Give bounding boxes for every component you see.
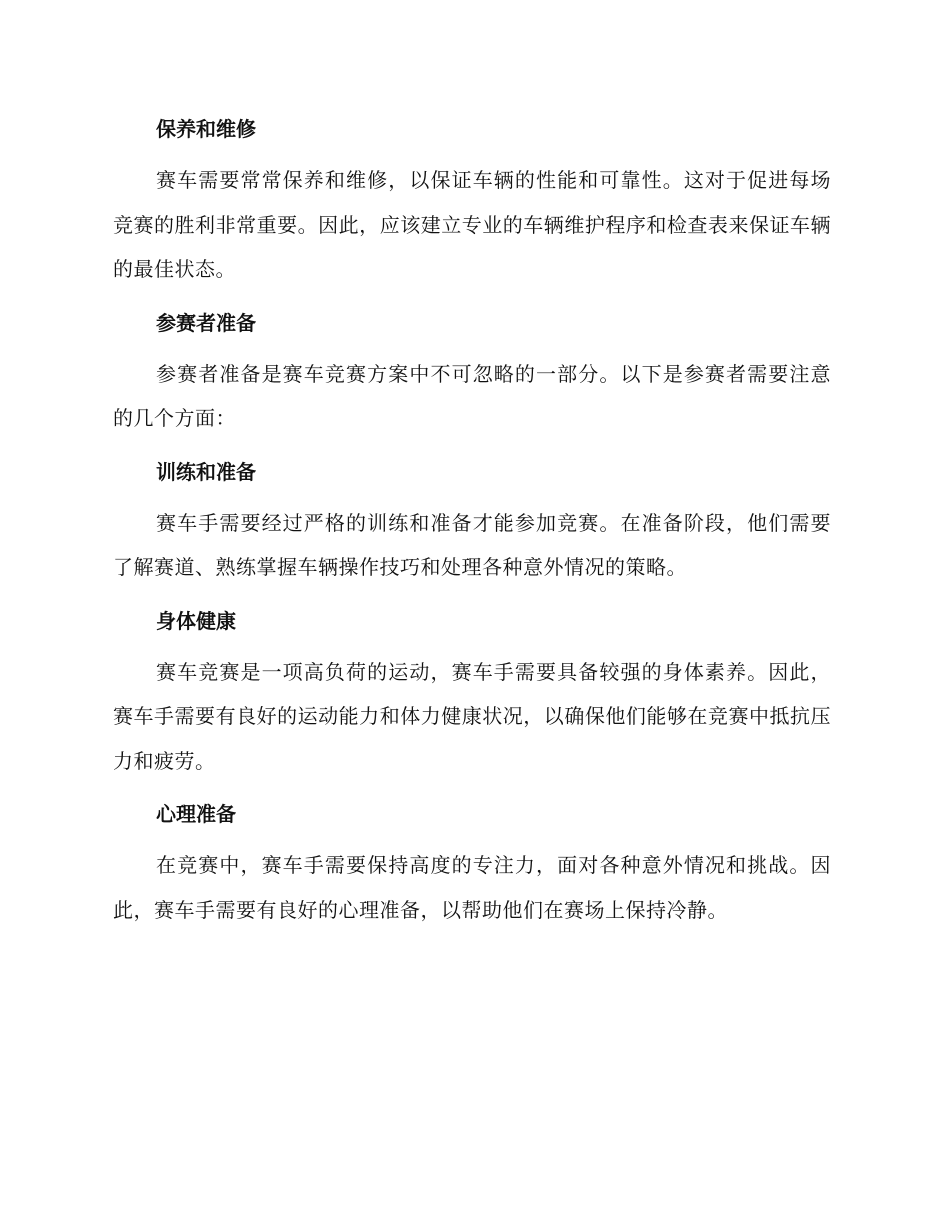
section-paragraph-training: 赛车手需要经过严格的训练和准备才能参加竞赛。在准备阶段，他们需要了解赛道、熟练掌握车辆操作技巧和处理各种意外情况的策略。 [113, 510, 831, 579]
document-body [113, 112, 831, 932]
section-heading-physical-health: 身体健康 [156, 608, 236, 633]
section-heading-maintenance: 保养和维修 [156, 117, 256, 141]
section-paragraph-mental-prep: 在竞赛中，赛车手需要保持高度的专注力，面对各种意外情况和挑战。因此，赛车手需要有良好的心理准备，以帮助他们在赛场上保持冷静。 [113, 853, 831, 922]
section-heading-participant-prep: 参赛者准备 [156, 310, 256, 335]
section-paragraph-physical-health: 赛车竞赛是一项高负荷的运动，赛车手需要具备较强的身体素养。因此，赛车手需要有良好的运动能力和体力健康状况，以确保他们能够在竞赛中抵抗压力和疲劳。 [113, 659, 831, 773]
section-heading-training: 训练和准备 [156, 459, 256, 484]
section-paragraph-participant-prep: 参赛者准备是赛车竞赛方案中不可忽略的一部分。以下是参赛者需要注意的几个方面： [113, 361, 831, 430]
section-paragraph-maintenance: 赛车需要常常保养和维修，以保证车辆的性能和可靠性。这对于促进每场竞赛的胜利非常重要。因此，应该建立专业的车辆维护程序和检查表来保证车辆的最佳状态。 [113, 168, 831, 281]
section-heading-mental-prep: 心理准备 [156, 802, 236, 826]
